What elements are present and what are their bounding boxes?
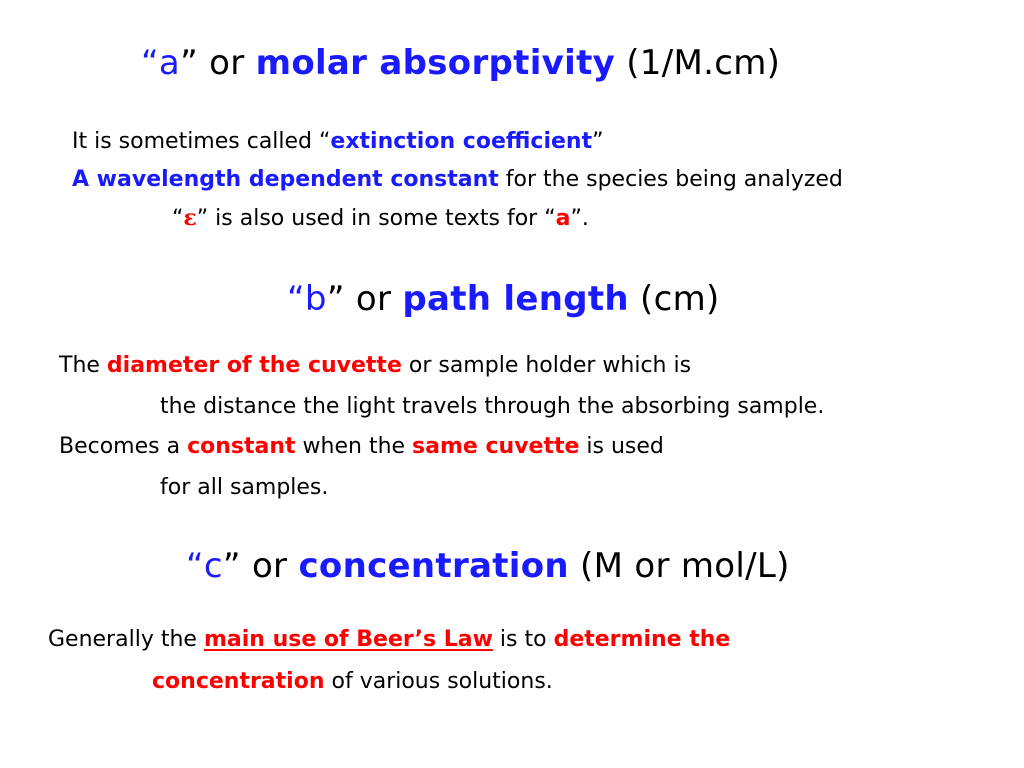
heading-a-unit: (1/M.cm) [615, 43, 781, 83]
heading-a-open-quote: “ [141, 43, 159, 83]
heading-b-variable: b [304, 279, 327, 319]
section-a-line-3-quote: “ [172, 206, 184, 231]
section-b-line-1-suffix: or sample holder which is [401, 353, 692, 378]
section-b-line-2-text: the distance the light travels through the absorbing sample. [160, 394, 825, 419]
section-c-line-2-suffix: of various solutions. [324, 669, 553, 694]
heading-b-or: or [344, 279, 403, 319]
section-b-line-1 [59, 355, 691, 377]
section-b-line-3-prefix: Becomes a [59, 434, 188, 459]
section-a-line-2-suffix: for the species being analyzed [498, 167, 843, 192]
heading-a [141, 43, 781, 83]
heading-b-close-quote: ” [326, 279, 345, 319]
section-a-line-1-suffix: ” [592, 129, 604, 154]
section-b-line-3-suffix: is used [579, 434, 664, 459]
section-c-line-1-prefix: Generally the [48, 627, 204, 652]
heading-b-term: path length [402, 279, 629, 319]
section-a-line-3 [172, 207, 589, 230]
extinction-coefficient-term: extinction coefficient [330, 129, 593, 154]
same-cuvette-term: same cuvette [412, 434, 580, 459]
main-use-term: main use of Beer’s Law [203, 627, 493, 652]
section-a-line-1-prefix: It is sometimes called “ [72, 129, 331, 154]
heading-a-variable: a [158, 43, 181, 83]
section-b-line-4 [160, 477, 328, 499]
heading-a-close-quote: ” [180, 43, 198, 83]
determine-term: determine the [553, 627, 731, 652]
section-a-line-3-mid: ” is also used in some texts for “ [196, 206, 556, 231]
diameter-term: diameter of the cuvette [106, 353, 402, 378]
constant-term: constant [187, 434, 296, 459]
heading-c [186, 546, 790, 586]
heading-c-close-quote: ” [222, 546, 241, 586]
section-b-line-3-mid: when the [295, 434, 413, 459]
heading-c-or: or [240, 546, 299, 586]
heading-c-variable: c [203, 546, 223, 586]
concentration-term: concentration [152, 669, 325, 694]
section-b-line-3 [59, 436, 664, 458]
section-b-line-1-prefix: The [59, 353, 107, 378]
heading-b-open-quote: “ [287, 279, 305, 319]
heading-c-unit: (M or mol/L) [568, 546, 790, 586]
section-a-line-2 [72, 169, 843, 191]
heading-c-open-quote: “ [186, 546, 204, 586]
epsilon-symbol: ε [183, 205, 197, 231]
section-a-line-3-variable: a [555, 206, 571, 231]
section-c-line-1 [48, 629, 730, 651]
wavelength-dependent-term: A wavelength dependent constant [72, 167, 499, 192]
section-b-line-2 [160, 396, 824, 418]
section-a-line-1 [72, 131, 604, 153]
section-c-line-1-mid: is to [492, 627, 554, 652]
heading-a-term: molar absorptivity [255, 43, 616, 83]
section-a-line-3-end: ”. [570, 206, 589, 231]
heading-a-or: or [197, 43, 256, 83]
heading-b [287, 279, 720, 319]
heading-c-term: concentration [298, 546, 569, 586]
heading-b-unit: (cm) [628, 279, 720, 319]
section-b-line-4-text: for all samples. [160, 475, 329, 500]
section-c-line-2 [152, 671, 553, 693]
